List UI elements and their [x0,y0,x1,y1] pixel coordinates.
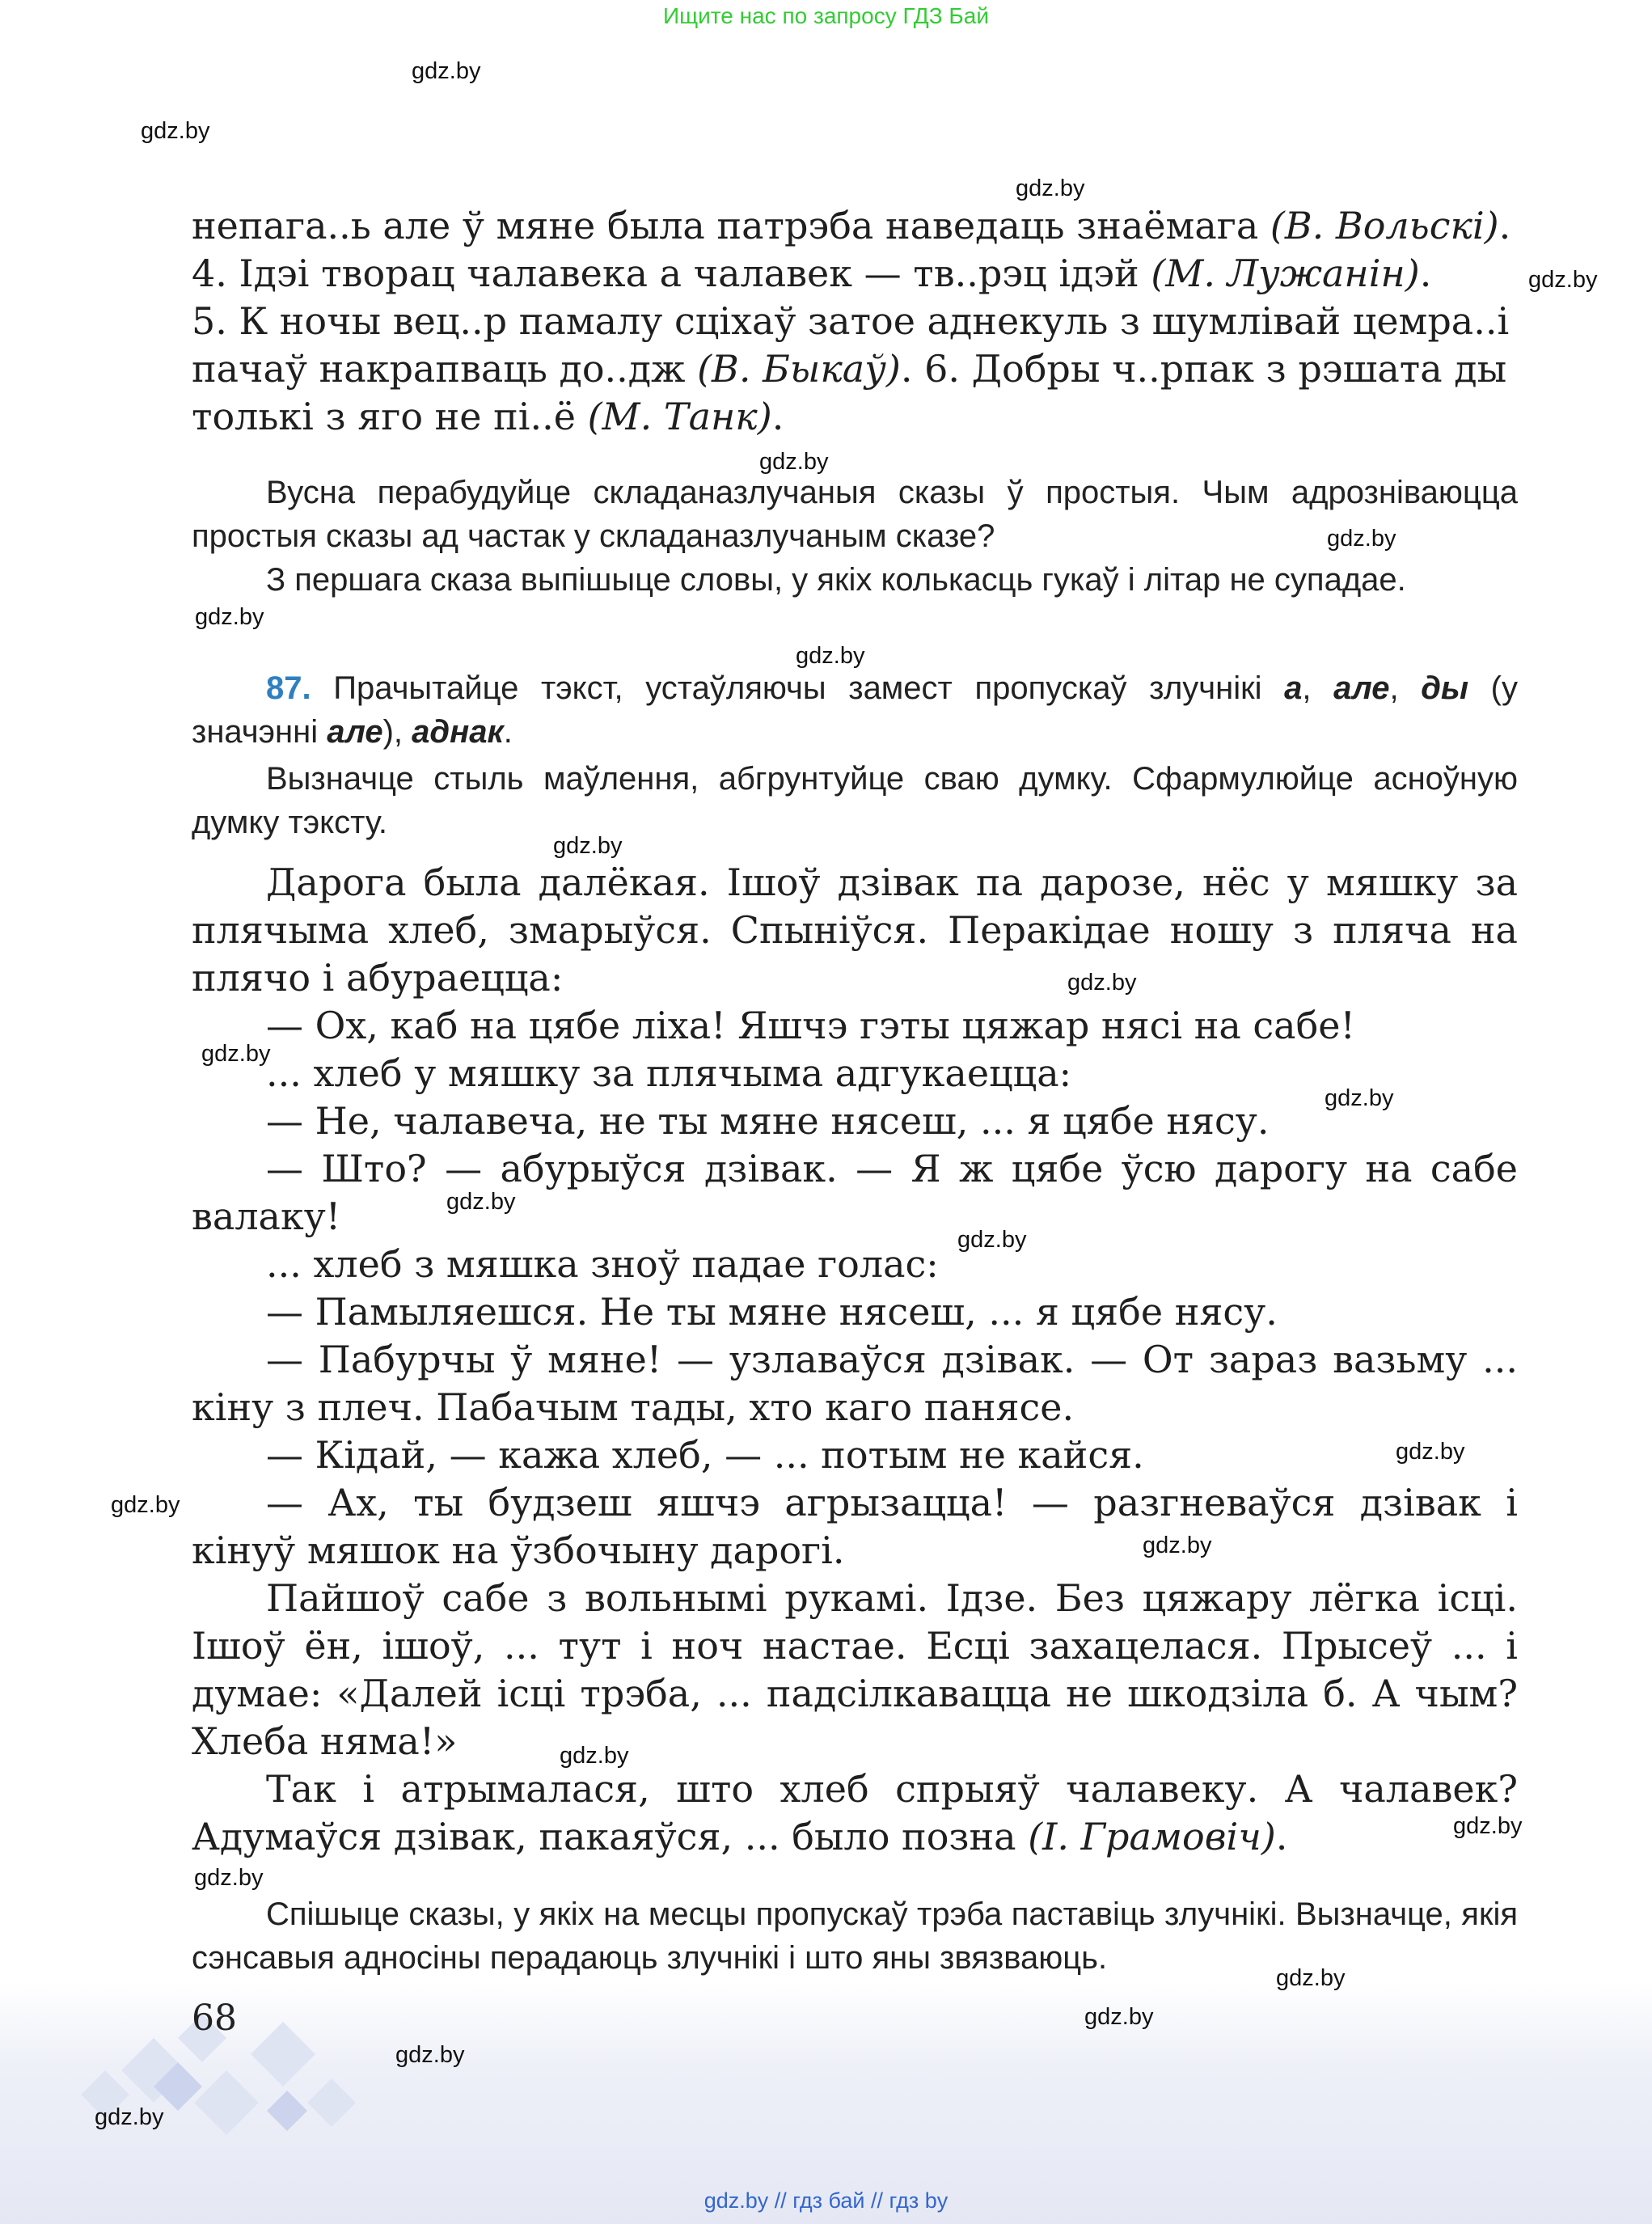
watermark: gdz.by [141,118,210,144]
watermark: gdz.by [1453,1813,1523,1839]
watermark: gdz.by [1325,1085,1394,1111]
watermark: gdz.by [553,833,623,859]
watermark: gdz.by [194,1865,264,1891]
paragraph: — Пабурчы ў мяне! — узлаваўся дзівак. — От зараз вазьму ... кіну з плеч. Пабачым тады, хто каго панясе. [192,1338,1518,1429]
paragraph: — Ох, каб на цябе ліха! Яшчэ гэты цяжар нясі на сабе! [266,1004,1356,1047]
watermark: gdz.by [560,1743,629,1769]
watermark: gdz.by [201,1041,271,1067]
watermark: gdz.by [412,58,481,84]
watermark: gdz.by [1016,175,1085,201]
watermark: gdz.by [95,2104,164,2130]
previous-exercise-text: непага..ь але ў мяне была патрэба наведаць знаёмага (В. Вольскі). 4. Ідэі творац чалавека а чалавек — тв..рэц ідэй (М. Лужанін). 5. К ночы вец..р памалу сціхаў затое аднекуль з шумлівай цемра..і пачаў накрапваць до..дж (В. Быкаў). 6. Добры ч..рпак з рэшата ды толькі з яго не пі..ё (М. Танк). [192,204,1511,438]
exercise-number: 87. [266,670,311,706]
exercise-86-task: Вусна перабудуйце складаназлучаныя сказы ў простыя. Чым адрозніваюцца простыя сказы ад частак у складаназлучаным сказе? З першага сказа выпішыце словы, у якіх колькасць гукаў і літар не супадае. [192,475,1518,598]
paragraph: — Не, чалавеча, не ты мяне нясеш, ... я цябе нясу. [266,1099,1270,1143]
watermark: gdz.by [111,1492,180,1518]
watermark: gdz.by [1276,1965,1346,1991]
exercise-87-header: 87. Прачытайце тэкст, устаўляючы замест пропускаў злучнікі а, але, ды (у значэнні але), аднак. Вызначце стыль маўлення, абгрунтуйце сваю думку. Сфармулюйце асноўную думку тэксту. [192,670,1519,840]
watermark: gdz.by [759,449,829,475]
watermark: gdz.by [1084,2004,1154,2030]
paragraph: ... хлеб з мяшка зноў падае голас: [266,1242,939,1286]
story-text [192,859,1518,1861]
exercise-87-final-task: Спішыце сказы, у якіх на месцы пропускаў трэба паставіць злучнікі. Вызначце, якія сэнсавыя адносіны перадаюць злучнікі і што яны звязваюць. [192,1896,1518,1976]
watermark: gdz.by [395,2042,465,2068]
watermark: gdz.by [446,1189,516,1215]
paragraph: — Кідай, — кажа хлеб, — ... потым не кайся. [266,1433,1144,1477]
watermark: gdz.by [957,1227,1027,1253]
watermark: gdz.by [1396,1439,1465,1465]
paragraph: — Ах, ты будзеш яшчэ агрызацца! — разгневаўся дзівак і кінуў мяшок на ўзбочыну дарогі. [192,1481,1518,1572]
paragraph: Так і атрымалася, што хлеб спрыяў чалавеку. А чалавек? Адумаўся дзівак, пакаяўся, ... было позна (І. Грамовіч). [192,1767,1518,1858]
page-number: 68 [192,1998,237,2039]
paragraph: — Памыляешся. Не ты мяне нясеш, ... я цябе нясу. [266,1290,1278,1334]
paragraph: — Што? — абурыўся дзівак. — Я ж цябе ўсю дарогу на сабе валаку! [192,1147,1518,1238]
paragraph: ... хлеб у мяшку за плячыма адгукаецца: [266,1051,1072,1095]
watermark: gdz.by [195,604,264,630]
watermark: gdz.by [1528,267,1598,293]
watermark: gdz.by [1327,526,1396,552]
header-search-link[interactable]: Ищите нас по запросу ГДЗ Бай [662,3,990,28]
footer-links[interactable]: gdz.by // гдз бай // гдз by [703,2188,949,2213]
paragraph: Дарога была далёкая. Ішоў дзівак па дарозе, нёс у мяшку за плячыма хлеб, змарыўся. Спыніўся. Перакідае ношу з пляча на плячо і абураецца: [192,860,1518,1000]
watermark: gdz.by [1143,1533,1212,1558]
watermark: gdz.by [1067,970,1137,996]
paragraph: Пайшоў сабе з вольнымі рукамі. Ідзе. Без цяжару лёгка ісці. Ішоў ён, ішоў, ... тут і ноч настае. Есці захацелася. Прысеў ... і думае: «Далей ісці трэба, ... падсілкавацца не шкодзіла б. А чым? Хлеба няма!» [192,1576,1518,1763]
watermark: gdz.by [796,643,865,669]
